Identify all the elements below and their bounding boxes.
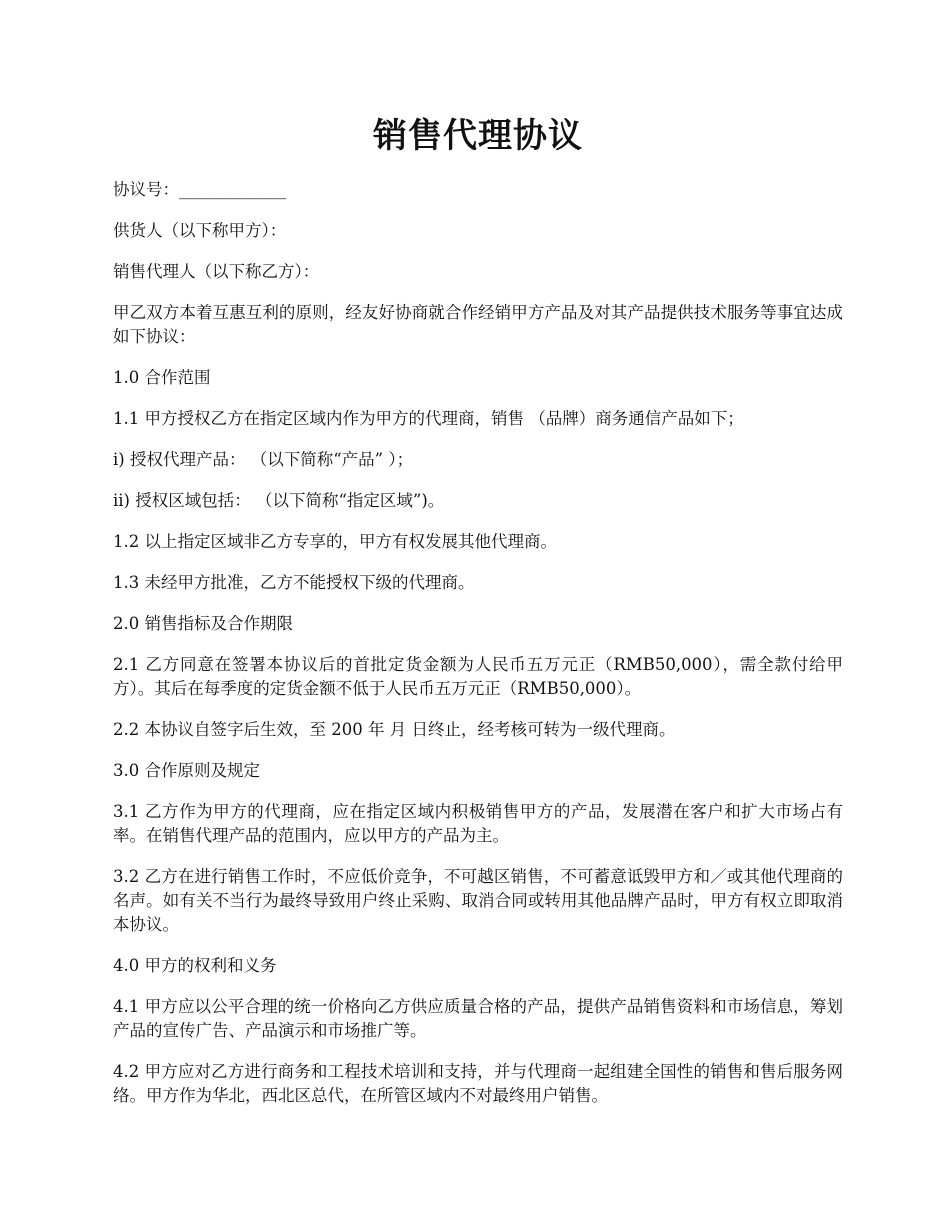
agreement-number: 协议号：_____________ — [113, 180, 287, 199]
section-heading: 3.0 合作原则及规定 — [113, 761, 260, 780]
clause: 4.2 甲方应对乙方进行商务和工程技术培训和支持，并与代理商一起组建全国性的销售和售后服务网络。甲方作为华北，西北区总代，在所管区域内不对最终用户销售。 — [113, 1062, 843, 1105]
clause: 3.2 乙方在进行销售工作时，不应低价竞争，不可越区销售，不可蓄意诋毁甲方和／或其他代理商的名声。如有关不当行为最终导致用户终止采购、取消合同或转用其他品牌产品时，甲方有权立即取消本协议。 — [113, 867, 843, 934]
clause: 1.3 未经甲方批准，乙方不能授权下级的代理商。 — [113, 573, 475, 592]
clause: 2.1 乙方同意在签署本协议后的首批定货金额为人民币五万元正（RMB50,000），需全款付给甲方）。其后在每季度的定货金额不低于人民币五万元正（RMB50,000）。 — [113, 655, 843, 698]
supplier-line: 供货人（以下称甲方）： — [113, 221, 287, 240]
clause: 1.2 以上指定区域非乙方专享的，甲方有权发展其他代理商。 — [113, 532, 557, 551]
section-heading: 2.0 销售指标及合作期限 — [113, 614, 293, 633]
section-heading: 4.0 甲方的权利和义务 — [113, 956, 277, 975]
document-body — [113, 178, 843, 1125]
clause: 3.1 乙方作为甲方的代理商，应在指定区域内积极销售甲方的产品，发展潜在客户和扩大市场占有率。在销售代理产品的范围内，应以甲方的产品为主。 — [113, 802, 843, 845]
clause: 1.1 甲方授权乙方在指定区域内作为甲方的代理商，销售 （品牌）商务通信产品如下； — [113, 409, 744, 428]
clause: 4.1 甲方应以公平合理的统一价格向乙方供应质量合格的产品，提供产品销售资料和市场信息，筹划产品的宣传广告、产品演示和市场推广等。 — [113, 997, 843, 1040]
document-title: 销售代理协议 — [373, 116, 583, 156]
section-heading: 1.0 合作范围 — [113, 368, 211, 387]
agent-line: 销售代理人（以下称乙方）： — [113, 262, 320, 281]
clause: ii) 授权区域包括： （以下简称“指定区域”)。 — [113, 491, 445, 510]
clause: i) 授权代理产品： （以下简称“产品” ）； — [113, 450, 414, 469]
clause: 2.2 本协议自签字后生效，至 200 年 月 日终止，经考核可转为一级代理商。 — [113, 720, 676, 739]
preamble: 甲乙双方本着互惠互利的原则，经友好协商就合作经销甲方产品及对其产品提供技术服务等事宜达成如下协议： — [113, 303, 843, 346]
